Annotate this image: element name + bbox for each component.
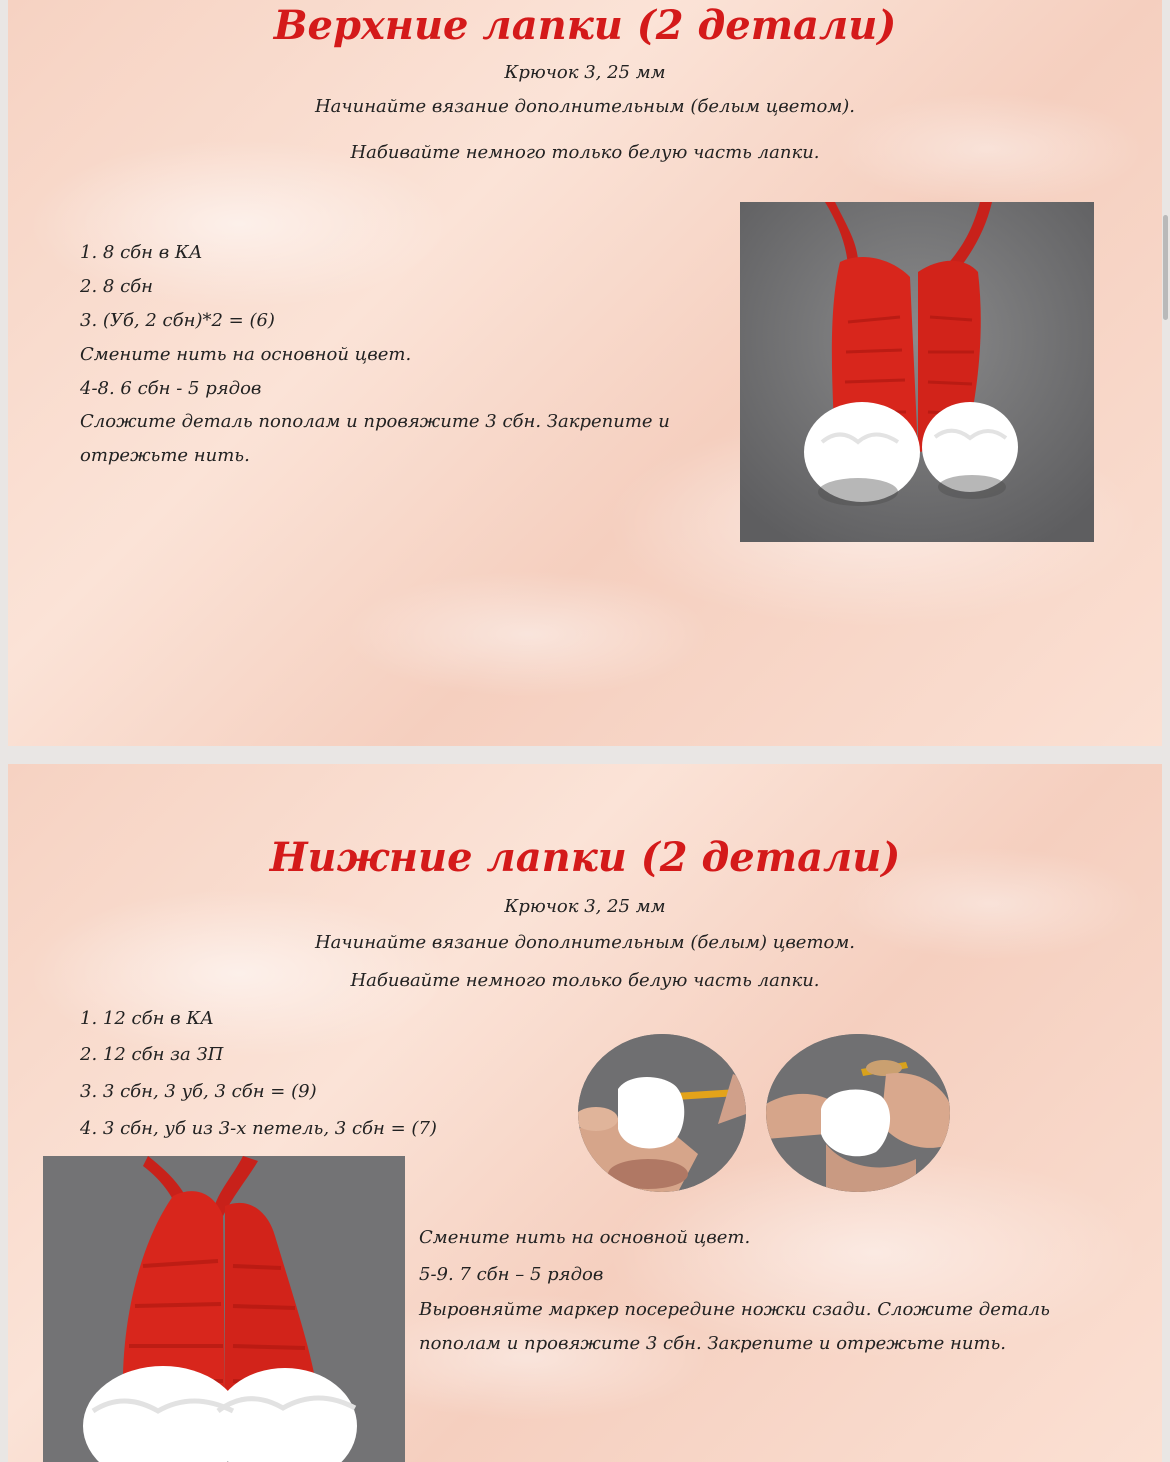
crochet-upper-paws-image	[740, 202, 1094, 542]
page-title: Нижние лапки (2 детали)	[269, 834, 901, 881]
step-4: 4. 3 сбн, уб из 3-х петель, 3 сбн = (7)	[80, 1118, 437, 1139]
rows-5-9: 5-9. 7 сбн – 5 рядов	[419, 1264, 604, 1285]
color-change-note: Смените нить на основной цвет.	[80, 344, 412, 365]
crochet-lower-paws-image	[43, 1156, 405, 1462]
step-4-8: 4-8. 6 сбн - 5 рядов	[80, 378, 262, 399]
color-change-note: Смените нить на основной цвет.	[419, 1227, 751, 1248]
step-3: 3. 3 сбн, 3 уб, 3 сбн = (9)	[80, 1081, 317, 1102]
page-lower-paws	[8, 764, 1162, 1462]
step-1: 1. 12 сбн в КА	[80, 1008, 214, 1029]
page-title: Верхние лапки (2 детали)	[273, 2, 897, 49]
finish-instructions: Сложите деталь пополам и провяжите 3 сбн. Закрепите и отрежьте нить.	[80, 411, 670, 466]
intro-text: Начинайте вязание дополнительным (белым цветом).	[314, 96, 856, 117]
crochet-stitch-photo-image	[766, 1034, 950, 1192]
step-3: 3. (Уб, 2 сбн)*2 = (6)	[80, 310, 275, 331]
step-1: 1. 8 сбн в КА	[80, 242, 203, 263]
crochet-hook-photo-image	[578, 1034, 746, 1192]
scrollbar-thumb[interactable]	[1163, 215, 1168, 320]
stuffing-note: Набивайте немного только белую часть лапки.	[350, 142, 820, 163]
intro-text: Начинайте вязание дополнительным (белым) цветом.	[314, 932, 856, 953]
step-photo-right	[766, 1034, 950, 1192]
finish-instructions: Выровняйте маркер посередине ножки сзади. Сложите деталь пополам и провяжите 3 сбн. Закрепите и отрежьте нить.	[419, 1299, 1050, 1354]
stuffing-note: Набивайте немного только белую часть лапки.	[350, 970, 820, 991]
hook-size: Крючок 3, 25 мм	[504, 62, 666, 83]
hook-size: Крючок 3, 25 мм	[504, 896, 666, 917]
step-2: 2. 8 сбн	[80, 276, 153, 297]
upper-paws-photo	[740, 202, 1094, 542]
step-photo-left	[578, 1034, 746, 1192]
step-2: 2. 12 сбн за ЗП	[80, 1044, 224, 1065]
lower-paws-photo	[43, 1156, 405, 1462]
page-upper-paws	[8, 0, 1162, 746]
